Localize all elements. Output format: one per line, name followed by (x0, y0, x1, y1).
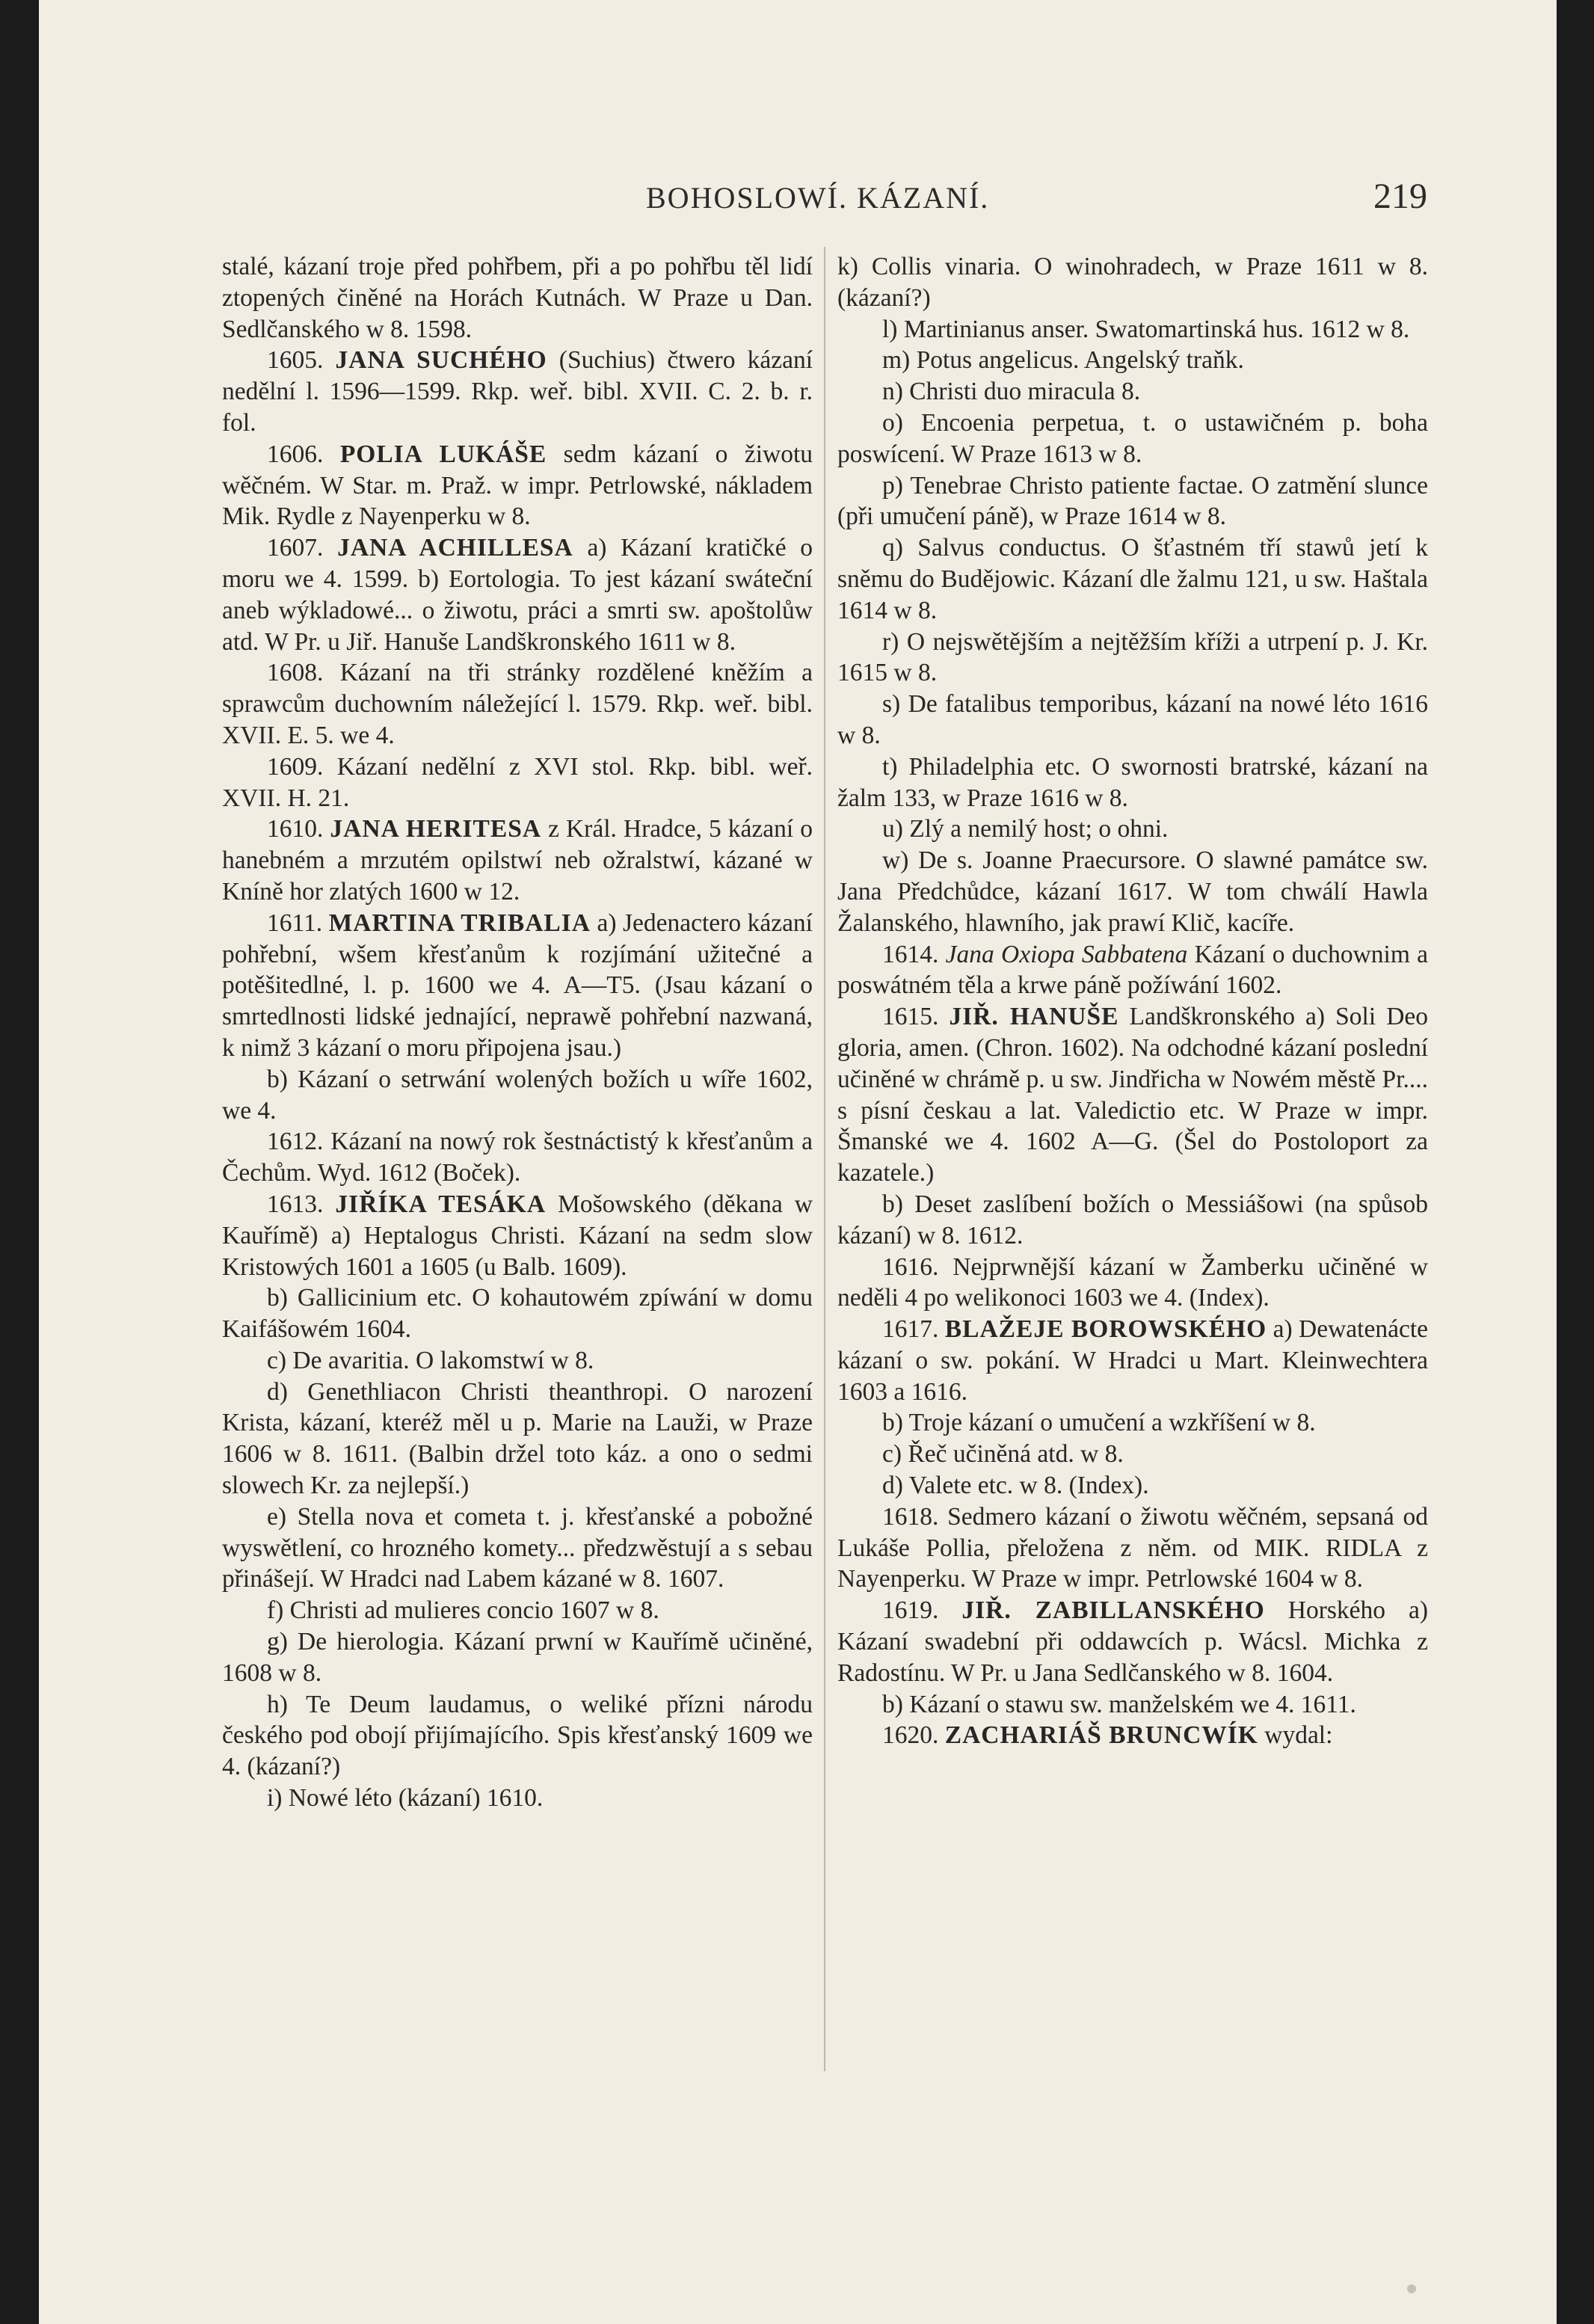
entry-paragraph (837, 1470, 1428, 1501)
entry-text: f) Christi ad mulieres concio 1607 w 8. (267, 1596, 659, 1625)
entry-paragraph (222, 1126, 813, 1189)
running-title: BOHOSLOWÍ. KÁZANÍ. (646, 181, 990, 215)
entry-text: g) De hierologia. Kázaní prwní w Kauřímě učiněné, 1608 w 8. (222, 1628, 813, 1687)
entry-text: i) Nowé léto (kázaní) 1610. (267, 1784, 544, 1813)
entry-number: 1609. (267, 752, 324, 781)
entry-paragraph (222, 657, 813, 751)
entry-text: b) Gallicinium etc. O kohautowém zpíwání w domu Kaifášowém 1604. (222, 1284, 813, 1344)
entry-paragraph (222, 814, 813, 907)
entry-paragraph (837, 845, 1428, 938)
entry-text: Horského a) Kázaní swadební při oddawcích p. Wácsl. Michka z Radostínu. W Pr. u Jana Sedlčanského w 8. 1604. (837, 1596, 1428, 1687)
author-name: Jana Oxiopa Sabbatena (945, 940, 1188, 968)
entry-paragraph (222, 908, 813, 1064)
entry-number: 1608. (267, 659, 324, 687)
entry-paragraph (222, 439, 813, 532)
entry-number: 1615. (882, 1003, 939, 1031)
column-divider (824, 247, 825, 2071)
author-name: JANA ACHILLESA (337, 534, 573, 562)
entry-text: a) Jedenactero kázaní pohřební, wšem křesťanům k rozjímání užitečné a potěšitedlné, l. p. 1600 we 4. A—T5. (Jsau kázaní o smrtedlnosti lidské jednající, neprawě pohřební nazwaná, k nimž 3 kázaní o moru připojena jsau.) (222, 909, 813, 1062)
entry-text: Mošowského (děkana w Kauřímě) a) Heptalogus Christi. Kázaní na sedm slow Kristowých 1601 a 1605 (u Balb. 1609). (222, 1190, 813, 1281)
entry-paragraph (222, 251, 813, 345)
entry-paragraph (222, 751, 813, 814)
entry-number: 1611. (267, 909, 323, 937)
author-name: JIŘ. ZABILLANSKÉHO (961, 1596, 1265, 1625)
entry-text: q) Salvus conductus. O šťastném tří stawů jetí k sněmu do Budějowic. Kázaní dle žalmu 121, u sw. Haštala 1614 w 8. (837, 534, 1428, 624)
entry-paragraph (837, 689, 1428, 751)
entry-text: s) De fatalibus temporibus, kázaní na nowé léto 1616 w 8. (837, 690, 1428, 749)
entry-text: l) Martinianus anser. Swatomartinská hus. 1612 w 8. (882, 315, 1410, 343)
entry-paragraph (837, 627, 1428, 689)
entry-paragraph (837, 345, 1428, 376)
entry-text: b) Kázaní o stawu sw. manželském we 4. 1611. (882, 1690, 1356, 1718)
entry-text: n) Christi duo miracula 8. (882, 378, 1141, 406)
entry-text: a) Kázaní kratičké o moru we 4. 1599. b) Eortologia. To jest kázaní swáteční aneb wýkladowé... o žiwotu, práci a smrti sw. apoštolůw atd. W Pr. u Jiř. Hanuše Landškronského 1611 w 8. (222, 534, 813, 656)
page-mark (1407, 2284, 1416, 2293)
entry-paragraph (837, 1439, 1428, 1470)
entry-paragraph (837, 751, 1428, 814)
entry-text: d) Genethliacon Christi theanthropi. O narození Krista, kázaní, kteréž měl u p. Marie na Lauži, w Praze 1606 w 8. 1611. (Balbin držel toto káz. a ono o sedmi slowech Kr. za nejlepší.) (222, 1377, 813, 1500)
entry-text: Nejprwnější kázaní w Žamberku učiněné w neděli 4 po welikonoci 1603 we 4. (Index). (837, 1252, 1428, 1312)
entry-text: r) O nejswětějším a nejtěžším kříži a utrpení p. J. Kr. 1615 w 8. (837, 627, 1428, 687)
entry-paragraph (222, 1377, 813, 1501)
entry-text: Kázaní nedělní z XVI stol. Rkp. bibl. weř. XVII. H. 21. (222, 752, 813, 812)
entry-paragraph (837, 1720, 1428, 1751)
entry-number: 1614. (882, 940, 939, 968)
entry-paragraph (837, 532, 1428, 626)
entry-paragraph (222, 1689, 813, 1783)
entry-text: b) Deset zaslíbení božích o Messiášowi (na spůsob kázaní) w 8. 1612. (837, 1190, 1428, 1249)
entry-text: wydal: (1258, 1721, 1333, 1750)
entry-paragraph (222, 1501, 813, 1595)
entry-paragraph (222, 1345, 813, 1377)
page-header (646, 176, 1427, 221)
entry-number: 1612. (267, 1128, 324, 1156)
author-name: BLAŽEJE BOROWSKÉHO (944, 1315, 1267, 1344)
author-name: MARTINA TRIBALIA (328, 909, 591, 937)
author-name: ZACHARIÁŠ BRUNCWÍK (944, 1721, 1258, 1750)
entry-text: b) Troje kázaní o umučení a wzkříšení w 8. (882, 1409, 1316, 1437)
left-column (222, 251, 813, 2091)
author-name: JANA HERITESA (330, 815, 542, 843)
entry-text: b) Kázaní o setrwání wolených božích u wíře 1602, we 4. (222, 1065, 813, 1125)
entry-text: stalé, kázaní troje před pohřbem, při a po pohřbu těl lidí ztopených činěné na Horách Kutnách. W Praze u Dan. Sedlčanského w 8. 1598. (222, 253, 813, 343)
entry-paragraph (222, 1783, 813, 1814)
entry-paragraph (837, 939, 1428, 1002)
entry-paragraph (837, 314, 1428, 345)
entry-paragraph (222, 1626, 813, 1689)
entry-paragraph (837, 814, 1428, 845)
entry-text: c) Řeč učiněná atd. w 8. (882, 1440, 1124, 1469)
entry-paragraph (837, 1314, 1428, 1407)
entry-paragraph (837, 1595, 1428, 1688)
entry-paragraph (837, 1252, 1428, 1315)
entry-text: a) Dewatenácte kázaní o sw. pokání. W Hradci u Mart. Kleinwechtera 1603 a 1616. (837, 1315, 1428, 1406)
author-name: JANA SUCHÉHO (335, 346, 547, 375)
entry-paragraph (222, 1189, 813, 1282)
entry-number: 1613. (267, 1190, 324, 1218)
entry-text: e) Stella nova et cometa t. j. křesťanské a pobožné wyswětlení, co hrozného komety... předzwěstují a s sebau přinášejí. W Hradci nad Labem kázané w 8. 1607. (222, 1502, 813, 1593)
entry-paragraph (837, 1689, 1428, 1721)
entry-text: Kázaní na tři stránky rozdělené kněžím a sprawcům duchowním náležející l. 1579. Rkp. weř. bibl. XVII. E. 5. we 4. (222, 659, 813, 749)
entry-text: Kázaní o duchownim a poswátném těla a krwe páně požíwání 1602. (837, 940, 1428, 1000)
entry-paragraph (837, 408, 1428, 470)
entry-paragraph (222, 345, 813, 438)
entry-text: u) Zlý a nemilý host; o ohni. (882, 815, 1169, 843)
entry-number: 1619. (882, 1596, 939, 1625)
entry-number: 1616. (882, 1252, 939, 1281)
entry-text: Landškronského a) Soli Deo gloria, amen. (Chron. 1602). Na odchodné kázaní poslední učiněné w chrámě p. u sw. Jindřicha w Nowém městě Pr.... s písní českau a lat. Valedictio etc. W Praze w impr. Šmanské we 4. 1602 A—G. (Šel do Postoloport za kazatele.) (837, 1003, 1428, 1187)
entry-paragraph (222, 1595, 813, 1626)
entry-number: 1605. (267, 346, 324, 375)
entry-paragraph (837, 1407, 1428, 1439)
entry-paragraph (837, 376, 1428, 408)
entry-text: o) Encoenia perpetua, t. o ustawičném p. boha poswícení. W Praze 1613 w 8. (837, 408, 1428, 468)
entry-text: d) Valete etc. w 8. (Index). (882, 1472, 1149, 1500)
entry-text: Kázaní na nowý rok šestnáctistý k křesťanům a Čechům. Wyd. 1612 (Boček). (222, 1128, 813, 1187)
entry-paragraph (837, 1501, 1428, 1595)
entry-text: t) Philadelphia etc. O swornosti bratrské, kázaní na žalm 133, w Praze 1616 w 8. (837, 752, 1428, 812)
entry-text: Sedmero kázaní o žiwotu wěčném, sepsaná od Lukáše Pollia, přeložena z něm. od MIK. RIDLA z Nayenperku. W Praze w impr. Petrlowské 1604 w 8. (837, 1502, 1428, 1593)
entry-number: 1607. (267, 534, 324, 562)
entry-text: p) Tenebrae Christo patiente factae. O zatmění slunce (při umučení páně), w Praze 1614 w 8. (837, 471, 1428, 531)
entry-number: 1620. (882, 1721, 939, 1750)
entry-text: z Král. Hradce, 5 kázaní o hanebném a mrzutém opilstwí neb ožralstwí, kázané w Kníně hor zlatých 1600 w 12. (222, 815, 813, 906)
entry-paragraph (222, 1064, 813, 1127)
entry-text: w) De s. Joanne Praecursore. O slawné památce sw. Jana Předchůdce, kázaní 1617. W tom chwálí Hawla Žalanského, hlawního, jak prawí Klič, kacíře. (837, 846, 1428, 937)
entry-text: m) Potus angelicus. Angelský traňk. (882, 346, 1244, 375)
entry-paragraph (222, 532, 813, 657)
entry-number: 1610. (267, 815, 324, 843)
entry-text: h) Te Deum laudamus, o weliké přízni národu českého pod obojí přijímajícího. Spis křesťanský 1609 we 4. (kázaní?) (222, 1690, 813, 1781)
entry-number: 1618. (882, 1502, 939, 1531)
author-name: JIŘ. HANUŠE (949, 1003, 1119, 1031)
entry-paragraph (837, 470, 1428, 533)
entry-text: (Suchius) čtwero kázaní nedělní l. 1596—1599. Rkp. weř. bibl. XVII. C. 2. b. r. fol. (222, 346, 813, 437)
author-name: JIŘÍKA TESÁKA (335, 1190, 547, 1218)
entry-paragraph (837, 1001, 1428, 1189)
author-name: POLIA LUKÁŠE (339, 440, 547, 468)
page-number: 219 (1373, 176, 1427, 216)
book-page (39, 0, 1557, 2324)
entry-text: k) Collis vinaria. O winohradech, w Praze 1611 w 8. (kázaní?) (837, 253, 1428, 312)
entry-text: sedm kázaní o žiwotu wěčném. W Star. m. Praž. w impr. Petrlowské, nákladem Mik. Rydle z Nayenperku w 8. (222, 440, 813, 531)
entry-paragraph (837, 251, 1428, 314)
entry-paragraph (837, 1189, 1428, 1252)
entry-paragraph (222, 1282, 813, 1345)
right-column (837, 251, 1428, 2091)
entry-text: c) De avaritia. O lakomstwí w 8. (267, 1346, 594, 1374)
entry-number: 1617. (882, 1315, 939, 1344)
entry-number: 1606. (267, 440, 324, 468)
